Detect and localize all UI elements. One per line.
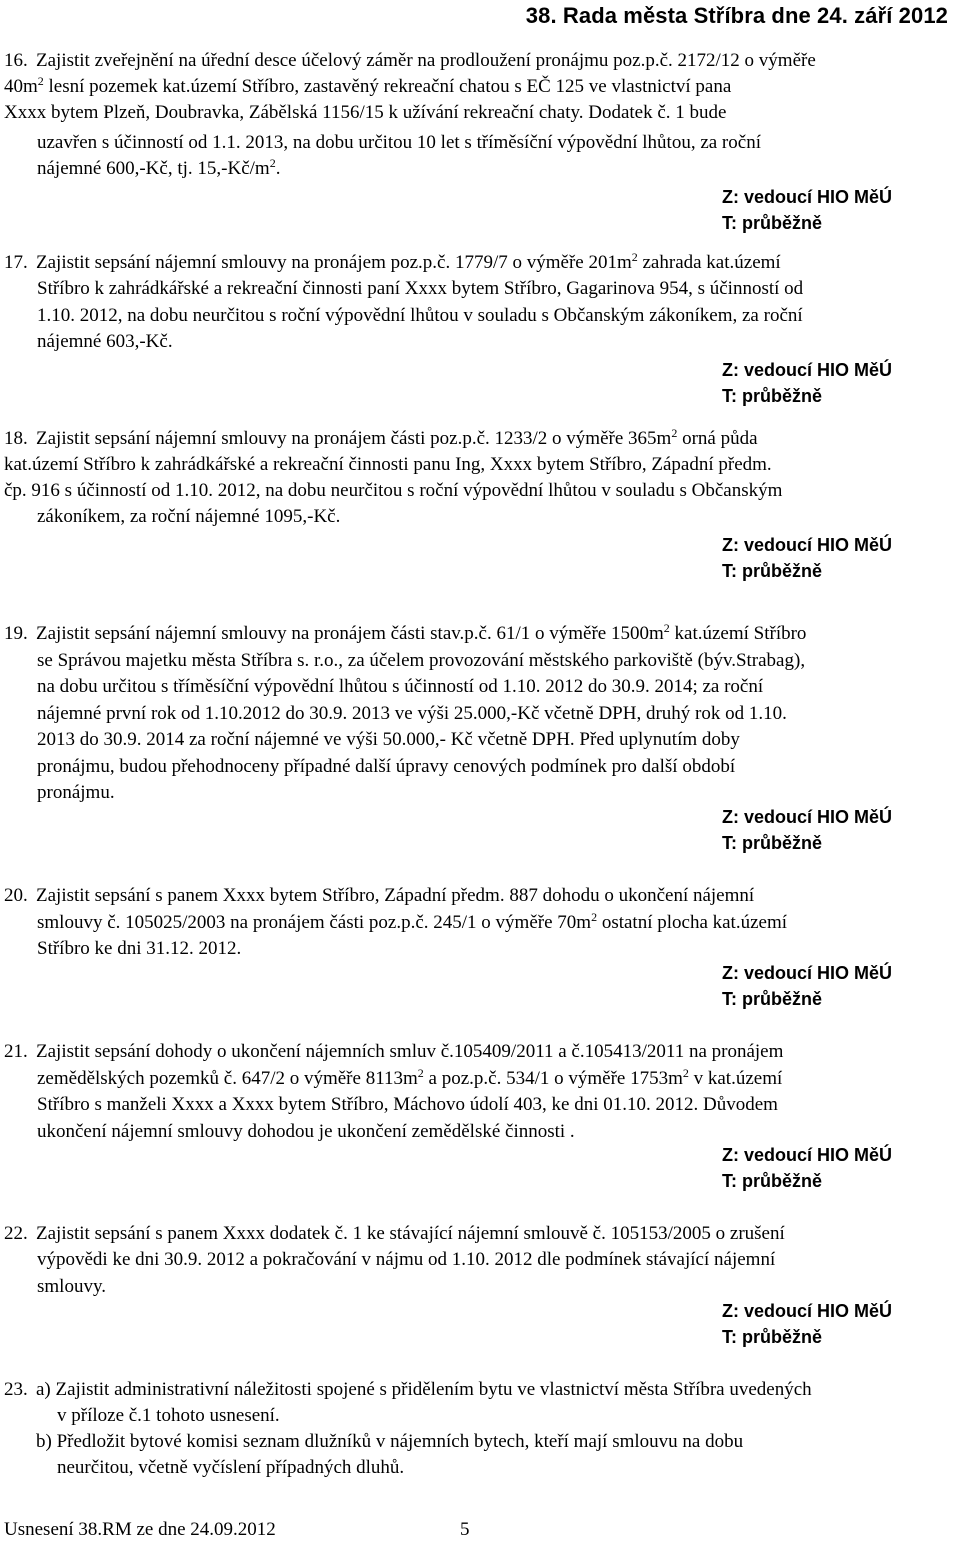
item-text-line: Zajistit zveřejnění na úřední desce účelový záměr na prodloužení pronájmu poz.p.č. 2172/12 o výměře [36,50,816,71]
deadline: T: průběžně [722,989,823,1009]
item-text-line: Zajistit sepsání nájemní smlouvy na pronájem části stav.p.č. 61/1 o výměře $1500m^2$ kat.území Stříbro [36,621,807,644]
deadline: T: průběžně [722,561,823,581]
item-text-line: čp. 916 s účinností od 1.10. 2012, na dobu neurčitou s roční výpovědní lhůtou v souladu s Občanským [4,480,783,501]
deadline: T: průběžně [722,213,823,233]
item-number: 18. [4,428,28,449]
item-text-line: Stříbro k zahrádkářské a rekreační činnosti paní Xxxx bytem Stříbro, Gagarinova 954, s účinností od [37,278,804,299]
item-text-line: uzavřen s účinností od 1.1. 2013, na dobu určitou 10 let s tříměsíční výpovědní lhůtou, za roční [37,132,761,153]
responsible-person: Z: vedoucí HIO MěÚ [722,1145,893,1165]
item-text-line: Stříbro ke dni 31.12. 2012. [37,938,242,959]
footer-text: Usnesení 38.RM ze dne 24.09.2012 [4,1519,276,1540]
page-header: 38. Rada města Stříbra dne 24. září 2012 [525,3,948,28]
item-number: 16. [4,50,28,71]
item-text-line: 1.10. 2012, na dobu neurčitou s roční výpovědní lhůtou v souladu s Občanským zákoníkem, za roční [37,305,803,326]
item-number: 20. [4,885,28,906]
item-text-line: Zajistit sepsání s panem Xxxx dodatek č. 1 ke stávající nájemní smlouvě č. 105153/2005 o zrušení [36,1223,785,1244]
item-text-line: pronájmu, budou přehodnoceny případné další úpravy cenových podmínek pro další období [37,756,736,777]
deadline: T: průběžně [722,833,823,853]
item-text-line: smlouvy. [37,1276,106,1297]
item-text-line: Xxxx bytem Plzeň, Doubravka, Zábělská 1156/15 k užívání rekreační chaty. Dodatek č. 1 bude [4,102,727,123]
item-text-line: 2013 do 30.9. 2014 za roční nájemné ve výši 50.000,- Kč včetně DPH. Před uplynutím doby [37,729,740,750]
item-text-line: výpovědi ke dni 30.9. 2012 a pokračování v nájmu od 1.10. 2012 dle podmínek stávající nájemní [37,1249,776,1270]
item-text-line: se Správou majetku města Stříbra s. r.o., za účelem provozování městského parkoviště (býv.Strabag), [37,650,806,671]
item-text-line: nájemné 603,-Kč. [37,331,173,352]
item-text-line: Zajistit sepsání dohody o ukončení nájemních smluv č.105409/2011 a č.105413/2011 na pronájem [36,1041,784,1062]
item-number: 21. [4,1041,28,1062]
responsible-person: Z: vedoucí HIO MěÚ [722,1301,893,1321]
item-text-line: neurčitou, včetně vyčíslení případných dluhů. [57,1457,405,1478]
item-text-line: na dobu určitou s tříměsíční výpovědní lhůtou s účinností od 1.10. 2012 do 30.9. 2014; za roční [37,676,764,697]
item-text-line: Zajistit sepsání nájemní smlouvy na pronájem poz.p.č. 1779/7 o výměře $201m^2$ zahrada kat.území [36,250,781,273]
item-text-line: smlouvy č. 105025/2003 na pronájem části poz.p.č. 245/1 o výměře $70m^2$ ostatní plocha kat.území [37,910,788,933]
responsible-person: Z: vedoucí HIO MěÚ [722,535,893,555]
item-number: 23. [4,1379,28,1400]
item-number: 22. [4,1223,28,1244]
item-text-line: Stříbro s manželi Xxxx a Xxxx bytem Stříbro, Máchovo údolí 403, ke dni 01.10. 2012. Důvodem [37,1094,778,1115]
page-number: 5 [460,1519,470,1540]
item-text-line: nájemné první rok od 1.10.2012 do 30.9. 2013 ve výši 25.000,-Kč včetně DPH, druhý rok od 1.10. [37,703,787,724]
deadline: T: průběžně [722,386,823,406]
page-footer [4,1519,470,1540]
item-text-line: pronájmu. [37,782,115,803]
responsible-person: Z: vedoucí HIO MěÚ [722,360,893,380]
item-text-line: a) Zajistit administrativní náležitosti spojené s přidělením bytu ve vlastnictví města Stříbra uvedených [36,1379,812,1400]
item-text-line: kat.území Stříbro k zahrádkářské a rekreační činnosti panu Ing, Xxxx bytem Stříbro, Západní předm. [4,454,772,475]
item-text-line: nájemné 600,-Kč, tj. $15,-Kč/m^2$. [37,156,281,179]
item-text-line: zemědělských pozemků č. 647/2 o výměře $8113m^2$ a poz.p.č. 534/1 o výměře $1753m^2$ v kat.území [37,1066,783,1089]
deadline: T: průběžně [722,1327,823,1347]
responsible-person: Z: vedoucí HIO MěÚ [722,963,893,983]
item-text-line: v příloze č.1 tohoto usnesení. [57,1405,280,1426]
responsible-person: Z: vedoucí HIO MěÚ [722,807,893,827]
item-text-line: zákoníkem, za roční nájemné 1095,-Kč. [37,506,341,527]
item-text-line: Zajistit sepsání s panem Xxxx bytem Stříbro, Západní předm. 887 dohodu o ukončení nájemní [36,885,755,906]
item-text-line: b) Předložit bytové komisi seznam dlužníků v nájemních bytech, kteří mají smlouvu na dobu [36,1431,744,1452]
item-text-line: $40m^2$ lesní pozemek kat.území Stříbro, zastavěný rekreační chatou s EČ 125 ve vlastnictví pana [4,74,732,97]
item-text-line: ukončení nájemní smlouvy dohodou je ukončení zemědělské činnosti . [37,1121,575,1142]
responsible-person: Z: vedoucí HIO MěÚ [722,187,893,207]
item-text-line: Zajistit sepsání nájemní smlouvy na pronájem části poz.p.č. 1233/2 o výměře $365m^2$ orná půda [36,426,758,449]
item-number: 17. [4,252,28,273]
item-number: 19. [4,623,28,644]
deadline: T: průběžně [722,1171,823,1191]
